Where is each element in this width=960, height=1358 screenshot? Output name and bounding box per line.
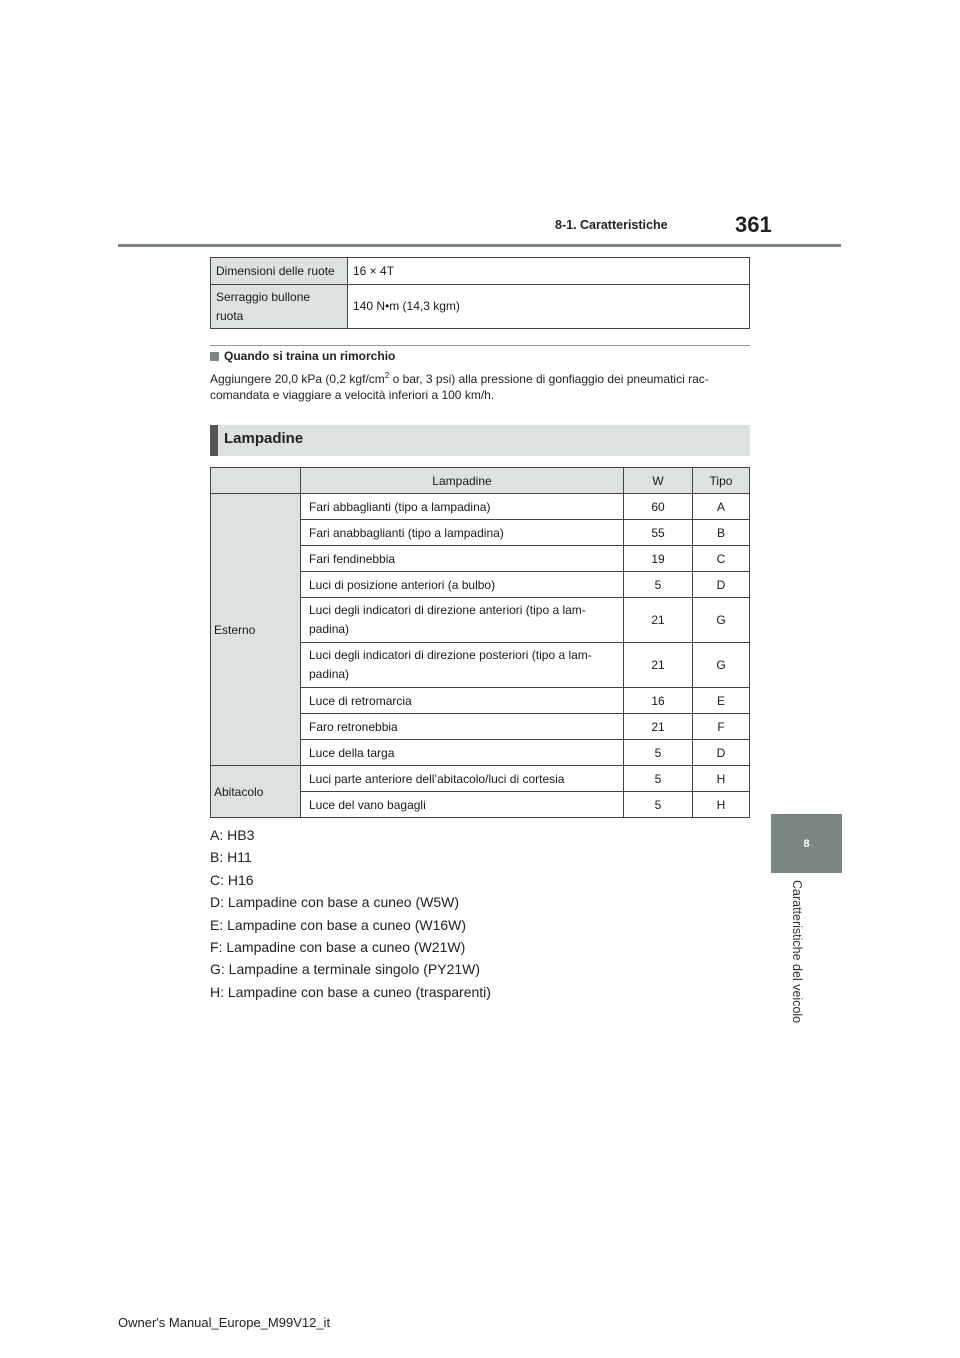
section-divider [210,345,750,346]
group-cell: Abitacolo [211,766,301,818]
wheel-spec-table [210,257,750,329]
paragraph-line: comandata e viaggiare a velocità inferiori a 100 km/h. [210,388,495,402]
header-rule [118,244,841,247]
bulb-type: D [693,740,750,766]
bulb-type: B [693,520,750,546]
bulb-type: H [693,792,750,818]
spec-value: 140 N•m (14,3 kgm) [348,285,750,329]
bulb-watts: 55 [624,520,693,546]
towing-heading-text: Quando si traina un rimorchio [224,349,396,363]
spec-key [211,285,348,329]
bulb-type: C [693,546,750,572]
footer-doc-id: Owner's Manual_Europe_M99V12_it [118,1315,331,1330]
towing-paragraph [210,371,755,403]
bulb-name: Luce della targa [301,740,624,766]
bulb-type: H [693,766,750,792]
bulb-name-line: padina) [309,667,350,681]
bulb-type: E [693,688,750,714]
bulb-name: Faro retronebbia [301,714,624,740]
column-header: Lampadine [301,468,624,494]
bulb-name: Luce del vano bagagli [301,792,624,818]
banner-title: Lampadine [224,430,304,447]
column-header: Tipo [693,468,750,494]
spec-value: 16 × 4T [348,258,750,285]
bulb-type: F [693,714,750,740]
legend-item: H: Lampadine con base a cuneo (trasparenti) [210,983,491,1000]
bulb-type: G [693,598,750,643]
square-bullet-icon [210,352,219,361]
bulb-type: G [693,643,750,688]
bulb-watts: 19 [624,546,693,572]
legend-item: G: Lampadine a terminale singolo (PY21W) [210,961,481,978]
paragraph-line [210,371,755,387]
bulb-name-line: Luci degli indicatori di direzione posteriori (tipo a lam- [309,648,592,662]
bulb-name: Luci parte anteriore dell’abitacolo/luci di cortesia [301,766,624,792]
column-header: W [624,468,693,494]
text-run: Aggiungere 20,0 kPa (0,2 kgf/cm [210,372,385,386]
bulb-name: Fari fendinebbia [301,546,624,572]
spec-key: Dimensioni delle ruote [211,258,348,285]
table-row [211,285,750,329]
legend-item: B: H11 [210,849,252,866]
banner-accent [210,425,218,456]
bulb-name: Fari abbaglianti (tipo a lampadina) [301,494,624,520]
bulb-watts: 16 [624,688,693,714]
chapter-label-text: Caratteristiche del veicolo [790,880,804,1024]
bulb-watts: 21 [624,714,693,740]
legend-item: A: HB3 [210,827,255,843]
bulb-watts: 21 [624,643,693,688]
chapter-tab [771,814,842,873]
superscript: 2 [384,371,390,380]
bulb-table [210,467,750,818]
bulb-name-line: Luci degli indicatori di direzione anteriori (tipo a lam- [309,603,586,617]
bulb-name: Luce di retromarcia [301,688,624,714]
section-banner [210,425,750,456]
table-header-row [211,468,750,494]
table-row [211,766,750,792]
bulb-type: A [693,494,750,520]
table-row [211,494,750,520]
bulb-name-line: padina) [309,622,350,636]
legend-item: E: Lampadine con base a cuneo (W16W) [210,916,467,933]
text-run: o bar, 3 psi) alla pressione di gonfiaggio dei pneumatici rac- [389,372,709,386]
bulb-watts: 5 [624,572,693,598]
bulb-watts: 5 [624,766,693,792]
bulb-name: Fari anabbaglianti (tipo a lampadina) [301,520,624,546]
spec-key-line: ruota [216,308,244,323]
page-number: 361 [735,212,772,237]
column-header [211,468,301,494]
bulb-name: Luci di posizione anteriori (a bulbo) [301,572,624,598]
bulb-type-legend [210,824,491,1003]
group-cell: Esterno [211,494,301,766]
spec-key-line: Serraggio bullone [216,289,311,304]
legend-item: C: H16 [210,871,254,888]
chapter-label [788,880,808,1045]
table-row [211,258,750,285]
bulb-name [301,643,624,688]
legend-item: D: Lampadine con base a cuneo (W5W) [210,894,460,911]
bulb-name [301,598,624,643]
towing-heading [210,349,395,363]
bulb-watts: 5 [624,792,693,818]
bulb-watts: 21 [624,598,693,643]
bulb-watts: 5 [624,740,693,766]
chapter-number: 8 [803,837,810,850]
bulb-watts: 60 [624,494,693,520]
section-title: 8-1. Caratteristiche [555,218,668,232]
legend-item: F: Lampadine con base a cuneo (W21W) [210,939,466,956]
bulb-type: D [693,572,750,598]
